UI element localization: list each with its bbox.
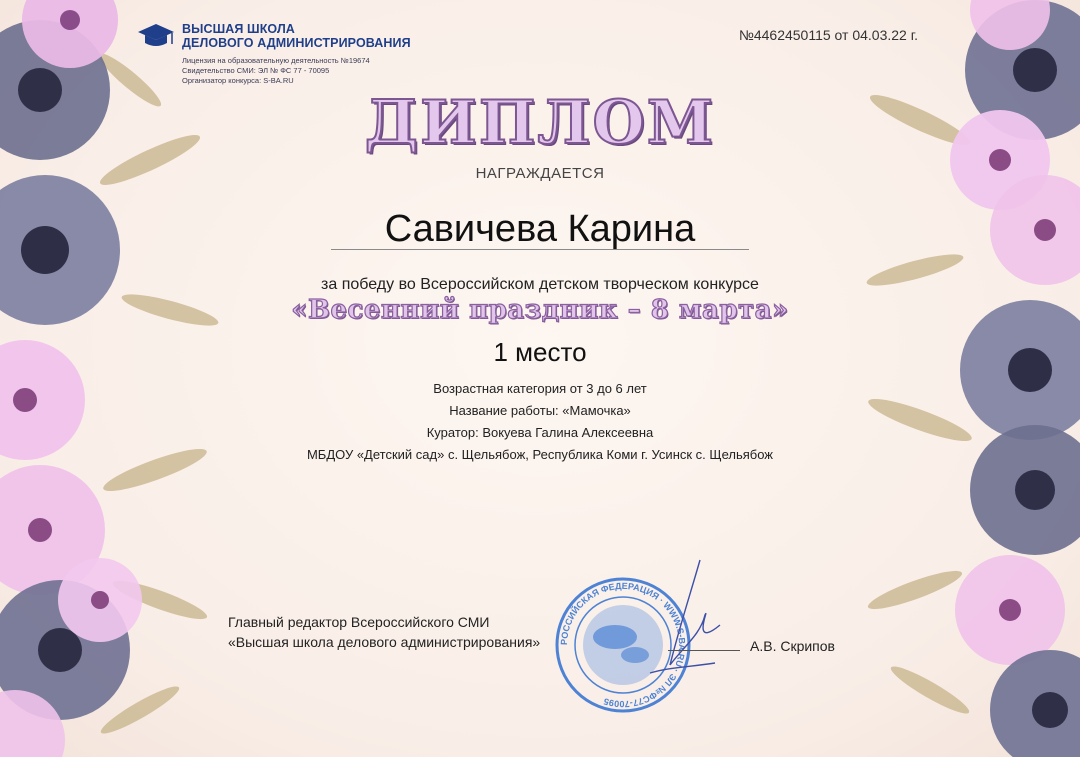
award-details <box>0 378 1080 466</box>
diploma-title: ДИПЛОМ <box>364 88 716 158</box>
signature-line <box>668 650 740 651</box>
editor-line1: Главный редактор Всероссийского СМИ <box>228 614 490 630</box>
license-text: Лицензия на образовательную деятельность №19674 <box>182 56 370 65</box>
organizer-text: Организатор конкурса: S-BA.RU <box>182 76 294 85</box>
handwritten-signature <box>630 555 740 685</box>
organization-credentials <box>182 56 370 86</box>
contest-intro: за победу во Всероссийском детском творческом конкурсе <box>321 276 759 293</box>
age-category: Возрастная категория от 3 до 6 лет <box>433 381 647 396</box>
place-awarded: 1 место <box>493 337 587 367</box>
media-certificate-text: Свидетельство СМИ: ЭЛ № ФС 77 - 70095 <box>182 66 330 75</box>
awarded-label: НАГРАЖДАЕТСЯ <box>475 165 605 182</box>
recipient-name: Савичева Карина <box>384 208 696 250</box>
curator: Куратор: Вокуева Галина Алексеевна <box>426 425 654 440</box>
document-number: №4462450115 от 04.03.22 г. <box>738 27 918 43</box>
organization-name-line1: ВЫСШАЯ ШКОЛА <box>182 22 295 36</box>
work-name: Название работы: «Мамочка» <box>449 403 631 418</box>
institution: МБДОУ «Детский сад» с. Щельябож, Республика Коми г. Усинск с. Щельябож <box>306 447 774 462</box>
organization-name <box>182 22 411 50</box>
editor-line2: «Высшая школа делового администрирования» <box>228 634 541 650</box>
recipient-underline <box>331 249 749 250</box>
signer-name: А.В. Скрипов <box>750 638 835 654</box>
stamp-text: РОССИЙСКАЯ ФЕДЕРАЦИЯ · WWW.S-BA.RU · ЭЛ №ФС77-70095 <box>558 580 688 710</box>
editor-title <box>228 612 540 652</box>
graduation-cap-icon <box>136 22 176 50</box>
contest-name: «Весенний праздник – 8 марта» <box>291 295 789 325</box>
organization-name-line2: ДЕЛОВОГО АДМИНИСТРИРОВАНИЯ <box>182 36 411 50</box>
